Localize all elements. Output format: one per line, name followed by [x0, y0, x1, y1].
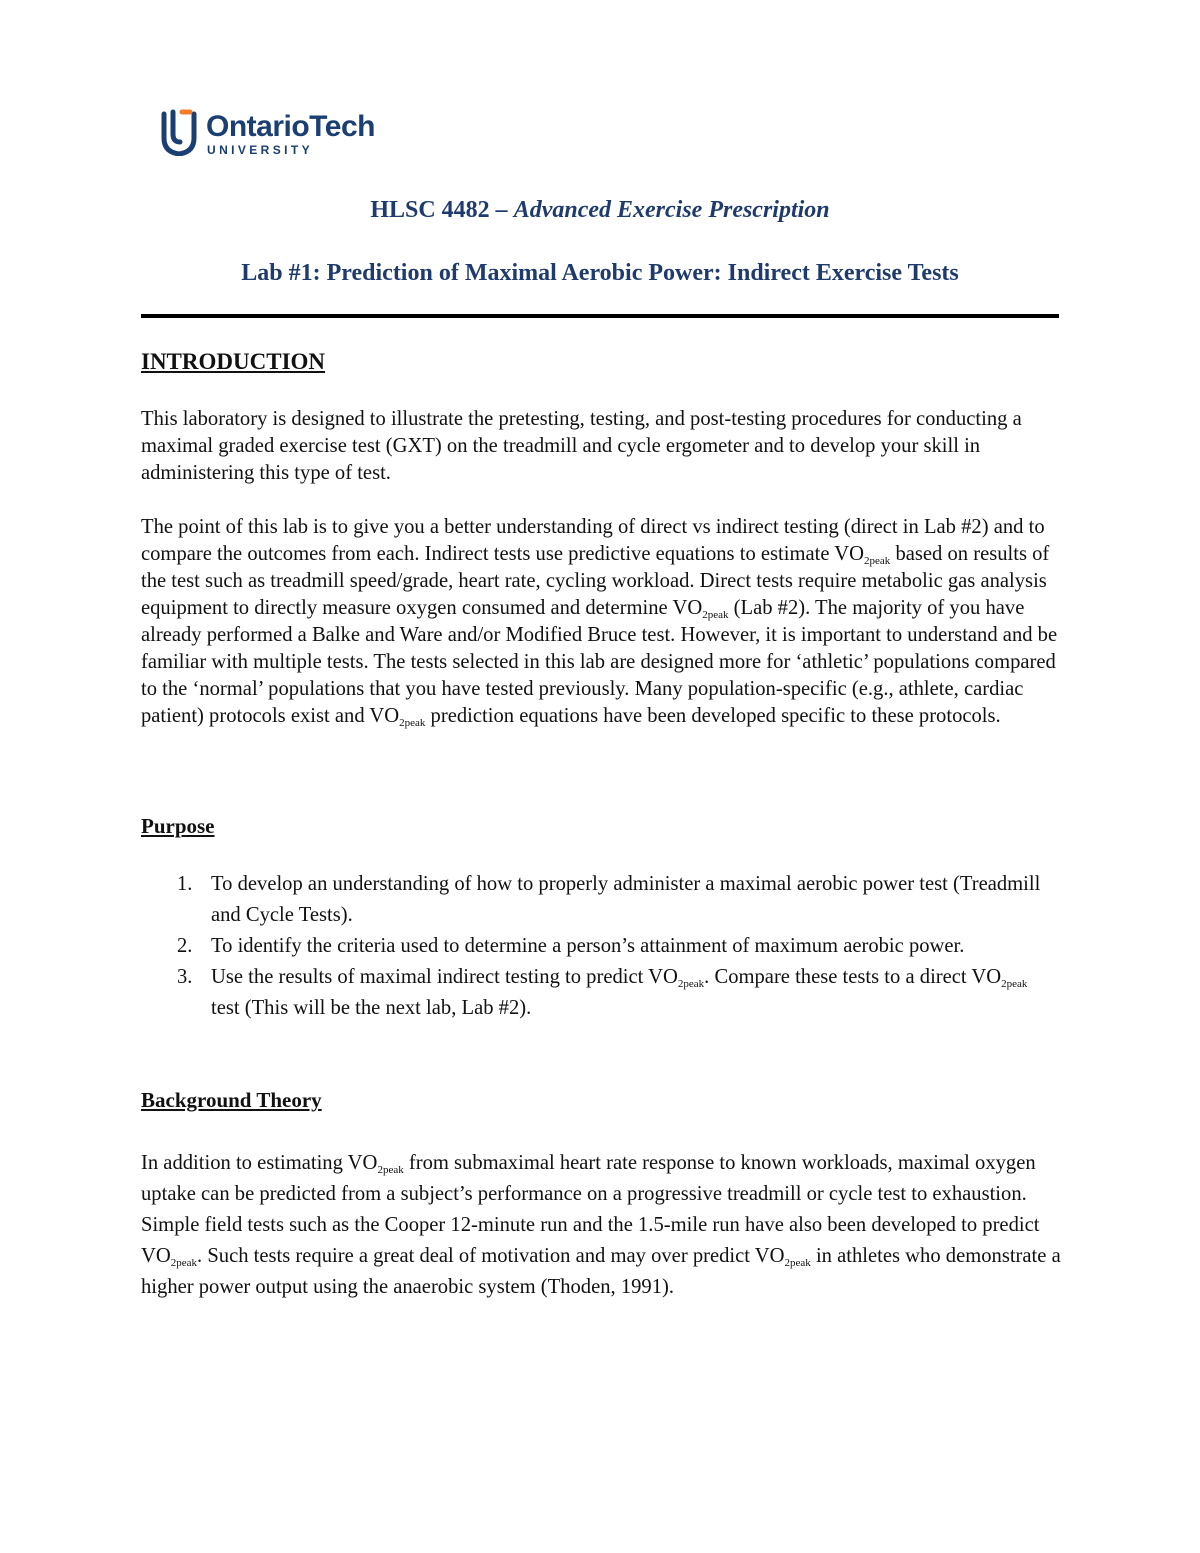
subscript-2peak: 2peak — [784, 1257, 811, 1269]
bg-text-d: in athletes who demonstrate a higher power output using the anaerobic system (Thoden, 1991). — [141, 1245, 1061, 1298]
intro-paragraph-2 — [141, 514, 1061, 730]
logo-university-text: UNIVERSITY — [207, 143, 314, 157]
intro-p2-text-c: (Lab #2). The majority of you have already performed a Balke and Ware and/or Modified Bruce test. However, it is important to understand and be familiar with multiple tests. The tests selected in this lab are designed more for ‘athletic’ populations compared to the ‘normal’ populations that you have tested previously. Many population-specific (e.g., athlete, cardiac patient) protocols exist and VO — [141, 597, 1058, 727]
course-code: HLSC 4482 — [370, 197, 490, 223]
list-item — [141, 931, 1061, 962]
intro-paragraph-1: This laboratory is designed to illustrate the pretesting, testing, and post-testing procedures for conducting a maximal graded exercise test (GXT) on the treadmill and cycle ergometer and to develop your skill in administering this type of test. — [141, 408, 1022, 484]
list-item-text: To develop an understanding of how to properly administer a maximal aerobic power test (Treadmill and Cycle Tests). — [211, 873, 1041, 926]
subscript-2peak: 2peak — [677, 978, 705, 990]
list-item-text-a: Use the results of maximal indirect testing to predict VO — [211, 966, 678, 988]
intro-p2-text-d: prediction equations have been developed specific to these protocols. — [425, 705, 1001, 727]
logo-wordmark: OntarioTech — [206, 110, 375, 143]
subscript-2peak: 2peak — [170, 1257, 198, 1269]
course-name: Advanced Exercise Prescription — [513, 197, 830, 223]
subscript-2peak: 2peak — [864, 555, 891, 567]
introduction-heading: INTRODUCTION — [141, 349, 326, 374]
list-number: 2. — [177, 935, 193, 957]
purpose-list — [141, 869, 1061, 1024]
bg-text-b: from submaximal heart rate response to known workloads, maximal oxygen uptake can be predicted from a subject’s performance on a progressive treadmill or cycle test to exhaustion. Simple field tests such as the Cooper 12-minute run and the 1.5-mile run have also been developed to predict VO — [141, 1152, 1040, 1267]
bg-text-a: In addition to estimating VO — [141, 1152, 378, 1174]
subscript-2peak: 2peak — [702, 609, 729, 621]
list-item-text-c: test (This will be the next lab, Lab #2). — [211, 997, 532, 1019]
intro-p2-text-b: based on results of the test such as treadmill speed/grade, heart rate, cycling workload. Direct tests require metabolic gas analysis equipment to directly measure oxygen consumed and determine VO — [141, 543, 1050, 619]
course-title — [0, 196, 1200, 224]
intro-p2-text-a: The point of this lab is to give you a better understanding of direct vs indirect testing (direct in Lab #2) and to compare the outcomes from each. Indirect tests use predictive equations to estimate VO — [141, 516, 1045, 565]
purpose-heading: Purpose — [141, 814, 215, 838]
subscript-2peak: 2peak — [377, 1164, 404, 1176]
ontario-tech-shield-icon — [160, 108, 198, 156]
list-item-text: To identify the criteria used to determine a person’s attainment of maximum aerobic power. — [211, 935, 965, 957]
subscript-2peak: 2peak — [399, 717, 426, 729]
lab-title: Lab #1: Prediction of Maximal Aerobic Power: Indirect Exercise Tests — [241, 260, 959, 286]
title-dash: – — [495, 197, 508, 223]
list-item — [141, 869, 1061, 931]
list-number: 1. — [177, 873, 193, 895]
background-paragraph — [141, 1148, 1061, 1303]
list-item — [141, 962, 1061, 1024]
list-number: 3. — [177, 966, 193, 988]
list-item-text-b: . Compare these tests to a direct VO — [704, 966, 1002, 988]
background-heading: Background Theory — [141, 1088, 322, 1112]
bg-text-c: . Such tests require a great deal of motivation and may over predict VO — [197, 1245, 785, 1267]
title-divider — [141, 314, 1059, 318]
subscript-2peak: 2peak — [1001, 978, 1028, 990]
